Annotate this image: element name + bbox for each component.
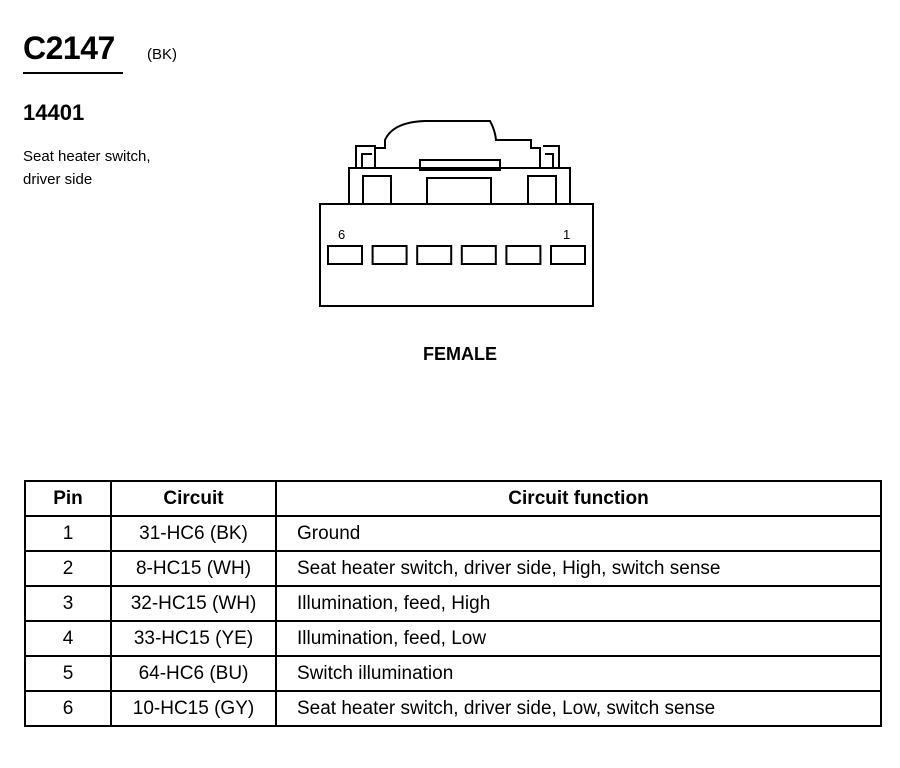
pin-cell: 6 [25,691,111,726]
part-number: 14401 [23,100,85,125]
connector-description-line1: Seat heater switch, [23,148,151,165]
left-clip [356,146,376,168]
connector-id: C2147 [23,30,115,66]
pin-cavity-4 [417,246,451,264]
table-row [25,551,881,586]
pin-label-1: 1 [563,227,571,242]
table-row [25,656,881,691]
connector-shroud [349,168,570,204]
pin-cavity-2 [506,246,540,264]
circuit-cell: 32-HC15 (WH) [111,586,276,621]
connector-description-line2: driver side [23,171,93,188]
table-header-row [25,481,881,516]
pin-cell: 1 [25,516,111,551]
pin-cavity-6 [328,246,362,264]
pin-cell: 2 [25,551,111,586]
left-lock-tab [363,176,391,204]
table-row [25,621,881,656]
pin-cavity-1 [551,246,585,264]
pin-label-6: 6 [338,227,346,242]
center-key [427,178,491,204]
table-row [25,586,881,621]
function-cell: Switch illumination [276,656,881,691]
circuit-cell: 33-HC15 (YE) [111,621,276,656]
header-circuit: Circuit [111,481,276,516]
connector-face-diagram [0,0,900,380]
pin-cell: 3 [25,586,111,621]
table-row [25,516,881,551]
header-pin: Pin [25,481,111,516]
table-row [25,691,881,726]
circuit-cell: 8-HC15 (WH) [111,551,276,586]
pinout-table [24,480,882,727]
function-cell: Illumination, feed, High [276,586,881,621]
pin-cavities [328,246,585,264]
right-lock-tab [528,176,556,204]
function-cell: Ground [276,516,881,551]
pin-cavity-3 [462,246,496,264]
function-cell: Seat heater switch, driver side, High, switch sense [276,551,881,586]
connector-gender-label: FEMALE [423,344,497,364]
connector-body [320,204,593,306]
pin-cell: 4 [25,621,111,656]
connector-color: (BK) [147,46,177,63]
circuit-cell: 10-HC15 (GY) [111,691,276,726]
pin-cell: 5 [25,656,111,691]
circuit-cell: 31-HC6 (BK) [111,516,276,551]
header-circuit-function: Circuit function [276,481,881,516]
right-clip [543,146,559,168]
function-cell: Illumination, feed, Low [276,621,881,656]
pin-cavity-5 [373,246,407,264]
circuit-cell: 64-HC6 (BU) [111,656,276,691]
function-cell: Seat heater switch, driver side, Low, switch sense [276,691,881,726]
